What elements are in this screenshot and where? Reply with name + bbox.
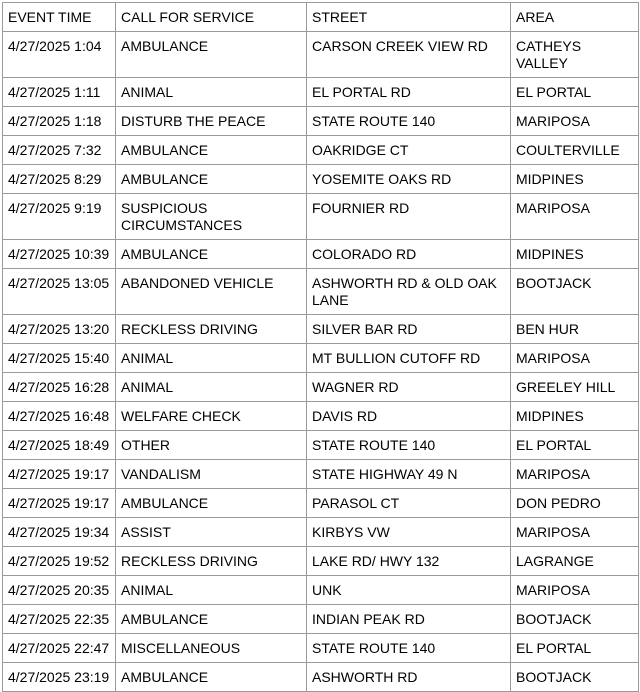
area-cell: BOOTJACK [511, 663, 639, 692]
call-for-service-cell: ANIMAL [116, 344, 307, 373]
area-cell: MARIPOSA [511, 194, 639, 240]
street-cell: UNK [307, 576, 511, 605]
area-cell: EL PORTAL [511, 78, 639, 107]
event-time-cell: 4/27/2025 20:35 [3, 576, 116, 605]
table-row [3, 240, 639, 269]
header-call-for-service: CALL FOR SERVICE [116, 3, 307, 32]
table-row [3, 605, 639, 634]
header-row [3, 3, 639, 32]
street-cell: FOURNIER RD [307, 194, 511, 240]
table-row [3, 634, 639, 663]
table-row [3, 107, 639, 136]
event-time-cell: 4/27/2025 15:40 [3, 344, 116, 373]
area-cell: MIDPINES [511, 240, 639, 269]
event-time-cell: 4/27/2025 22:47 [3, 634, 116, 663]
table-row [3, 663, 639, 692]
table-row [3, 32, 639, 78]
table-row [3, 489, 639, 518]
street-cell: SILVER BAR RD [307, 315, 511, 344]
table-row [3, 431, 639, 460]
area-cell: MARIPOSA [511, 344, 639, 373]
call-for-service-cell: MISCELLANEOUS [116, 634, 307, 663]
area-cell: COULTERVILLE [511, 136, 639, 165]
street-cell: COLORADO RD [307, 240, 511, 269]
street-cell: ASHWORTH RD & OLD OAK LANE [307, 269, 511, 315]
call-for-service-cell: AMBULANCE [116, 663, 307, 692]
call-for-service-cell: ASSIST [116, 518, 307, 547]
event-time-cell: 4/27/2025 8:29 [3, 165, 116, 194]
call-for-service-cell: AMBULANCE [116, 240, 307, 269]
table-row [3, 165, 639, 194]
area-cell: BOOTJACK [511, 269, 639, 315]
street-cell: STATE ROUTE 140 [307, 431, 511, 460]
table-row [3, 78, 639, 107]
call-for-service-cell: ABANDONED VEHICLE [116, 269, 307, 315]
event-time-cell: 4/27/2025 13:05 [3, 269, 116, 315]
call-for-service-cell: WELFARE CHECK [116, 402, 307, 431]
header-street: STREET [307, 3, 511, 32]
area-cell: MIDPINES [511, 165, 639, 194]
street-cell: MT BULLION CUTOFF RD [307, 344, 511, 373]
street-cell: EL PORTAL RD [307, 78, 511, 107]
table-row [3, 402, 639, 431]
call-for-service-cell: AMBULANCE [116, 32, 307, 78]
header-event-time: EVENT TIME [3, 3, 116, 32]
area-cell: MARIPOSA [511, 518, 639, 547]
call-for-service-cell: VANDALISM [116, 460, 307, 489]
street-cell: PARASOL CT [307, 489, 511, 518]
call-for-service-cell: RECKLESS DRIVING [116, 315, 307, 344]
event-time-cell: 4/27/2025 19:34 [3, 518, 116, 547]
area-cell: EL PORTAL [511, 634, 639, 663]
table-body [3, 3, 639, 692]
header-area: AREA [511, 3, 639, 32]
street-cell: CARSON CREEK VIEW RD [307, 32, 511, 78]
event-time-cell: 4/27/2025 1:18 [3, 107, 116, 136]
event-time-cell: 4/27/2025 19:17 [3, 460, 116, 489]
street-cell: OAKRIDGE CT [307, 136, 511, 165]
event-time-cell: 4/27/2025 16:28 [3, 373, 116, 402]
street-cell: YOSEMITE OAKS RD [307, 165, 511, 194]
dispatch-log-table [2, 2, 639, 692]
table-row [3, 460, 639, 489]
table-row [3, 315, 639, 344]
event-time-cell: 4/27/2025 9:19 [3, 194, 116, 240]
event-time-cell: 4/27/2025 13:20 [3, 315, 116, 344]
table-row [3, 136, 639, 165]
event-time-cell: 4/27/2025 19:52 [3, 547, 116, 576]
event-time-cell: 4/27/2025 18:49 [3, 431, 116, 460]
street-cell: ASHWORTH RD [307, 663, 511, 692]
event-time-cell: 4/27/2025 1:11 [3, 78, 116, 107]
table-row [3, 344, 639, 373]
street-cell: STATE ROUTE 140 [307, 107, 511, 136]
table-row [3, 518, 639, 547]
event-time-cell: 4/27/2025 10:39 [3, 240, 116, 269]
area-cell: BEN HUR [511, 315, 639, 344]
call-for-service-cell: OTHER [116, 431, 307, 460]
area-cell: MARIPOSA [511, 460, 639, 489]
area-cell: CATHEYS VALLEY [511, 32, 639, 78]
area-cell: MIDPINES [511, 402, 639, 431]
table-row [3, 194, 639, 240]
event-time-cell: 4/27/2025 19:17 [3, 489, 116, 518]
area-cell: BOOTJACK [511, 605, 639, 634]
call-for-service-cell: AMBULANCE [116, 136, 307, 165]
call-for-service-cell: SUSPICIOUS CIRCUMSTANCES [116, 194, 307, 240]
table-row [3, 373, 639, 402]
street-cell: STATE HIGHWAY 49 N [307, 460, 511, 489]
call-for-service-cell: ANIMAL [116, 78, 307, 107]
area-cell: MARIPOSA [511, 107, 639, 136]
area-cell: GREELEY HILL [511, 373, 639, 402]
street-cell: KIRBYS VW [307, 518, 511, 547]
event-time-cell: 4/27/2025 22:35 [3, 605, 116, 634]
street-cell: INDIAN PEAK RD [307, 605, 511, 634]
area-cell: DON PEDRO [511, 489, 639, 518]
call-for-service-cell: ANIMAL [116, 576, 307, 605]
event-time-cell: 4/27/2025 1:04 [3, 32, 116, 78]
event-time-cell: 4/27/2025 7:32 [3, 136, 116, 165]
street-cell: DAVIS RD [307, 402, 511, 431]
call-for-service-cell: DISTURB THE PEACE [116, 107, 307, 136]
call-for-service-cell: AMBULANCE [116, 165, 307, 194]
area-cell: EL PORTAL [511, 431, 639, 460]
call-for-service-cell: ANIMAL [116, 373, 307, 402]
call-for-service-cell: RECKLESS DRIVING [116, 547, 307, 576]
event-time-cell: 4/27/2025 16:48 [3, 402, 116, 431]
call-for-service-cell: AMBULANCE [116, 489, 307, 518]
event-time-cell: 4/27/2025 23:19 [3, 663, 116, 692]
call-for-service-cell: AMBULANCE [116, 605, 307, 634]
street-cell: WAGNER RD [307, 373, 511, 402]
area-cell: MARIPOSA [511, 576, 639, 605]
street-cell: STATE ROUTE 140 [307, 634, 511, 663]
area-cell: LAGRANGE [511, 547, 639, 576]
table-row [3, 576, 639, 605]
table-row [3, 547, 639, 576]
table-row [3, 269, 639, 315]
street-cell: LAKE RD/ HWY 132 [307, 547, 511, 576]
